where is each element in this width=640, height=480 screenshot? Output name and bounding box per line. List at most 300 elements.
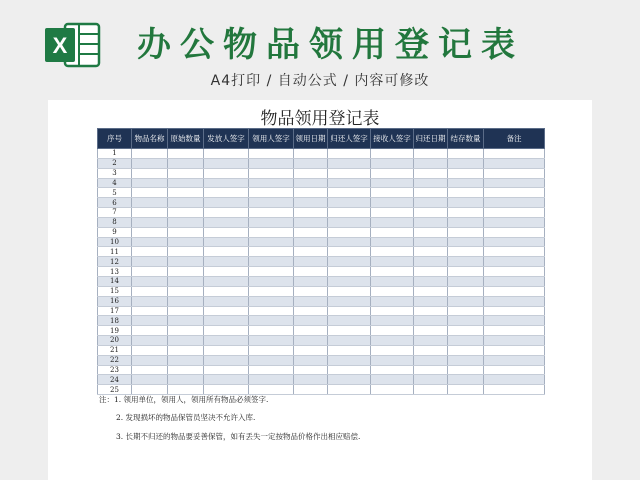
note-item: 注：1. 领用单位，领用人，领用所有物品必须签字. <box>99 395 269 404</box>
table-cell[interactable] <box>249 178 294 188</box>
table-cell[interactable] <box>204 247 249 257</box>
table-cell[interactable] <box>448 237 484 247</box>
table-cell[interactable] <box>371 345 414 355</box>
table-cell[interactable] <box>294 168 328 178</box>
table-cell[interactable] <box>249 375 294 385</box>
table-cell[interactable] <box>132 306 168 316</box>
table-cell[interactable] <box>484 198 545 208</box>
table-row <box>98 316 545 326</box>
table-cell[interactable] <box>168 168 204 178</box>
table-cell[interactable] <box>249 267 294 277</box>
table-cell[interactable] <box>448 355 484 365</box>
table-cell[interactable] <box>371 385 414 395</box>
table-cell[interactable] <box>328 316 371 326</box>
table-cell[interactable] <box>168 276 204 286</box>
row-number-cell[interactable]: 18 <box>98 316 132 326</box>
table-cell[interactable] <box>204 276 249 286</box>
table-cell[interactable] <box>484 158 545 168</box>
table-cell[interactable] <box>328 227 371 237</box>
row-number-cell[interactable]: 13 <box>98 267 132 277</box>
table-cell[interactable] <box>294 257 328 267</box>
row-number-cell[interactable]: 15 <box>98 286 132 296</box>
table-cell[interactable] <box>168 316 204 326</box>
note-item: 2. 发现损坏的物品保管员坚决不允许入库. <box>116 413 256 422</box>
table-row <box>98 158 545 168</box>
table-cell[interactable] <box>371 267 414 277</box>
table-cell[interactable] <box>249 208 294 218</box>
table-cell[interactable] <box>484 227 545 237</box>
table-cell[interactable] <box>371 178 414 188</box>
table-cell[interactable] <box>371 227 414 237</box>
table-cell[interactable] <box>132 158 168 168</box>
table-cell[interactable] <box>294 247 328 257</box>
table-row <box>98 267 545 277</box>
table-cell[interactable] <box>168 326 204 336</box>
table-cell[interactable] <box>132 326 168 336</box>
table-cell[interactable] <box>371 247 414 257</box>
table-cell[interactable] <box>414 306 448 316</box>
table-cell[interactable] <box>484 306 545 316</box>
row-number-cell[interactable]: 19 <box>98 326 132 336</box>
row-number-cell[interactable]: 9 <box>98 227 132 237</box>
table-cell[interactable] <box>132 247 168 257</box>
row-number-cell[interactable]: 10 <box>98 237 132 247</box>
banner <box>0 0 640 100</box>
table-cell[interactable] <box>294 326 328 336</box>
table-cell[interactable] <box>204 355 249 365</box>
table-cell[interactable] <box>168 247 204 257</box>
table-cell[interactable] <box>371 237 414 247</box>
table-row <box>98 326 545 336</box>
table-cell[interactable] <box>414 178 448 188</box>
row-number-cell[interactable]: 8 <box>98 217 132 227</box>
table-cell[interactable] <box>328 237 371 247</box>
table-cell[interactable] <box>448 168 484 178</box>
row-number-cell[interactable]: 3 <box>98 168 132 178</box>
page-subtitle: A4打印 / 自动公式 / 内容可修改 <box>210 73 430 89</box>
row-number-cell[interactable]: 20 <box>98 336 132 346</box>
table-cell[interactable] <box>249 227 294 237</box>
table-cell[interactable] <box>371 316 414 326</box>
table-cell[interactable] <box>249 286 294 296</box>
table-cell[interactable] <box>448 336 484 346</box>
row-number-cell[interactable]: 1 <box>98 149 132 159</box>
table-cell[interactable] <box>414 158 448 168</box>
table-cell[interactable] <box>414 316 448 326</box>
table-cell[interactable] <box>414 237 448 247</box>
table-cell[interactable] <box>294 296 328 306</box>
table-cell[interactable] <box>132 149 168 159</box>
table-cell[interactable] <box>294 149 328 159</box>
table-cell[interactable] <box>204 217 249 227</box>
table-cell[interactable] <box>448 208 484 218</box>
table-cell[interactable] <box>448 286 484 296</box>
table-cell[interactable] <box>371 326 414 336</box>
table-cell[interactable] <box>484 267 545 277</box>
table-cell[interactable] <box>204 149 249 159</box>
row-number-cell[interactable]: 11 <box>98 247 132 257</box>
table-cell[interactable] <box>249 188 294 198</box>
table-cell[interactable] <box>168 178 204 188</box>
table-cell[interactable] <box>328 217 371 227</box>
table-cell[interactable] <box>294 208 328 218</box>
table-cell[interactable] <box>328 178 371 188</box>
table-cell[interactable] <box>168 375 204 385</box>
table-cell[interactable] <box>249 296 294 306</box>
table-cell[interactable] <box>204 267 249 277</box>
table-cell[interactable] <box>371 375 414 385</box>
table-cell[interactable] <box>168 149 204 159</box>
table-cell[interactable] <box>168 296 204 306</box>
row-number-cell[interactable]: 17 <box>98 306 132 316</box>
table-cell[interactable] <box>371 198 414 208</box>
table-cell[interactable] <box>204 208 249 218</box>
table-cell[interactable] <box>371 149 414 159</box>
table-cell[interactable] <box>132 257 168 267</box>
table-cell[interactable] <box>448 296 484 306</box>
table-cell[interactable] <box>484 276 545 286</box>
table-cell[interactable] <box>448 217 484 227</box>
table-cell[interactable] <box>414 326 448 336</box>
table-cell[interactable] <box>328 365 371 375</box>
table-cell[interactable] <box>132 168 168 178</box>
table-cell[interactable] <box>328 188 371 198</box>
table-cell[interactable] <box>204 227 249 237</box>
table-cell[interactable] <box>168 306 204 316</box>
table-cell[interactable] <box>371 355 414 365</box>
table-cell[interactable] <box>371 168 414 178</box>
table-cell[interactable] <box>414 267 448 277</box>
table-cell[interactable] <box>294 237 328 247</box>
table-cell[interactable] <box>132 316 168 326</box>
table-cell[interactable] <box>414 286 448 296</box>
row-number-cell[interactable]: 25 <box>98 385 132 395</box>
table-cell[interactable] <box>132 355 168 365</box>
table-cell[interactable] <box>448 276 484 286</box>
row-number-cell[interactable]: 4 <box>98 178 132 188</box>
table-cell[interactable] <box>132 365 168 375</box>
table-cell[interactable] <box>294 227 328 237</box>
table-cell[interactable] <box>168 198 204 208</box>
table-cell[interactable] <box>448 149 484 159</box>
table-cell[interactable] <box>249 365 294 375</box>
table-cell[interactable] <box>132 198 168 208</box>
table-cell[interactable] <box>204 336 249 346</box>
table-cell[interactable] <box>132 227 168 237</box>
table-cell[interactable] <box>168 217 204 227</box>
table-cell[interactable] <box>328 355 371 365</box>
table-cell[interactable] <box>448 326 484 336</box>
table-cell[interactable] <box>448 247 484 257</box>
table-cell[interactable] <box>414 345 448 355</box>
table-cell[interactable] <box>371 306 414 316</box>
table-body <box>98 149 545 395</box>
row-number-cell[interactable]: 21 <box>98 345 132 355</box>
table-cell[interactable] <box>249 326 294 336</box>
column-header: 领用人签字 <box>249 129 294 149</box>
table-cell[interactable] <box>294 365 328 375</box>
table-cell[interactable] <box>249 355 294 365</box>
table-cell[interactable] <box>371 257 414 267</box>
table-cell[interactable] <box>328 345 371 355</box>
table-cell[interactable] <box>294 158 328 168</box>
table-cell[interactable] <box>294 345 328 355</box>
table-cell[interactable] <box>168 286 204 296</box>
table-cell[interactable] <box>484 296 545 306</box>
table-cell[interactable] <box>414 227 448 237</box>
table-cell[interactable] <box>371 208 414 218</box>
table-cell[interactable] <box>414 375 448 385</box>
table-cell[interactable] <box>168 208 204 218</box>
table-cell[interactable] <box>448 365 484 375</box>
table-row <box>98 217 545 227</box>
table-cell[interactable] <box>414 355 448 365</box>
table-cell[interactable] <box>132 208 168 218</box>
table-cell[interactable] <box>294 385 328 395</box>
table-cell[interactable] <box>448 198 484 208</box>
table-cell[interactable] <box>371 296 414 306</box>
table-cell[interactable] <box>204 326 249 336</box>
table-cell[interactable] <box>484 247 545 257</box>
table-cell[interactable] <box>448 158 484 168</box>
table-cell[interactable] <box>484 375 545 385</box>
table-row <box>98 375 545 385</box>
table-cell[interactable] <box>371 286 414 296</box>
table-cell[interactable] <box>168 257 204 267</box>
table-cell[interactable] <box>371 217 414 227</box>
table-cell[interactable] <box>132 276 168 286</box>
table-row <box>98 286 545 296</box>
table-cell[interactable] <box>484 355 545 365</box>
table-cell[interactable] <box>294 188 328 198</box>
row-number-cell[interactable]: 6 <box>98 198 132 208</box>
table-cell[interactable] <box>484 316 545 326</box>
table-cell[interactable] <box>484 149 545 159</box>
table-cell[interactable] <box>414 208 448 218</box>
table-cell[interactable] <box>414 276 448 286</box>
table-cell[interactable] <box>249 345 294 355</box>
table-cell[interactable] <box>448 257 484 267</box>
table-cell[interactable] <box>249 336 294 346</box>
table-cell[interactable] <box>448 316 484 326</box>
table-cell[interactable] <box>204 375 249 385</box>
table-cell[interactable] <box>371 188 414 198</box>
table-cell[interactable] <box>132 296 168 306</box>
row-number-cell[interactable]: 12 <box>98 257 132 267</box>
table-cell[interactable] <box>168 188 204 198</box>
table-cell[interactable] <box>371 158 414 168</box>
table-row <box>98 355 545 365</box>
table-cell[interactable] <box>414 296 448 306</box>
table-cell[interactable] <box>249 149 294 159</box>
table-cell[interactable] <box>294 198 328 208</box>
row-number-cell[interactable]: 14 <box>98 276 132 286</box>
table-cell[interactable] <box>414 168 448 178</box>
table-row <box>98 296 545 306</box>
table-cell[interactable] <box>168 365 204 375</box>
row-number-cell[interactable]: 7 <box>98 208 132 218</box>
table-cell[interactable] <box>328 247 371 257</box>
table-cell[interactable] <box>132 336 168 346</box>
table-cell[interactable] <box>249 158 294 168</box>
table-cell[interactable] <box>328 267 371 277</box>
table-cell[interactable] <box>448 385 484 395</box>
table-cell[interactable] <box>328 296 371 306</box>
table-cell[interactable] <box>328 375 371 385</box>
table-row <box>98 149 545 159</box>
table-cell[interactable] <box>328 149 371 159</box>
table-cell[interactable] <box>328 336 371 346</box>
table-cell[interactable] <box>249 257 294 267</box>
table-cell[interactable] <box>328 326 371 336</box>
table-cell[interactable] <box>204 316 249 326</box>
table-cell[interactable] <box>294 276 328 286</box>
table-cell[interactable] <box>448 306 484 316</box>
table-cell[interactable] <box>204 365 249 375</box>
table-cell[interactable] <box>484 208 545 218</box>
table-cell[interactable] <box>414 385 448 395</box>
table-cell[interactable] <box>484 168 545 178</box>
table-cell[interactable] <box>371 276 414 286</box>
table-cell[interactable] <box>484 345 545 355</box>
table-row <box>98 198 545 208</box>
table-cell[interactable] <box>204 286 249 296</box>
table-cell[interactable] <box>371 365 414 375</box>
table-cell[interactable] <box>484 217 545 227</box>
table-cell[interactable] <box>328 158 371 168</box>
table-cell[interactable] <box>168 345 204 355</box>
table-cell[interactable] <box>249 168 294 178</box>
table-cell[interactable] <box>249 276 294 286</box>
table-cell[interactable] <box>204 198 249 208</box>
table-cell[interactable] <box>294 316 328 326</box>
table-cell[interactable] <box>414 365 448 375</box>
table-cell[interactable] <box>168 336 204 346</box>
row-number-cell[interactable]: 2 <box>98 158 132 168</box>
table-cell[interactable] <box>414 247 448 257</box>
table-cell[interactable] <box>168 267 204 277</box>
row-number-cell[interactable]: 22 <box>98 355 132 365</box>
table-cell[interactable] <box>484 385 545 395</box>
table-cell[interactable] <box>204 306 249 316</box>
table-cell[interactable] <box>484 286 545 296</box>
table-cell[interactable] <box>132 237 168 247</box>
table-cell[interactable] <box>204 158 249 168</box>
column-header: 领用日期 <box>294 129 328 149</box>
table-cell[interactable] <box>132 286 168 296</box>
register-table <box>97 128 545 395</box>
table-cell[interactable] <box>294 375 328 385</box>
table-cell[interactable] <box>328 198 371 208</box>
table-cell[interactable] <box>371 336 414 346</box>
table-cell[interactable] <box>204 296 249 306</box>
table-cell[interactable] <box>484 178 545 188</box>
table-cell[interactable] <box>414 188 448 198</box>
table-cell[interactable] <box>204 178 249 188</box>
table-cell[interactable] <box>168 355 204 365</box>
table-header-row <box>98 129 545 149</box>
table-cell[interactable] <box>168 158 204 168</box>
table-cell[interactable] <box>328 306 371 316</box>
table-cell[interactable] <box>294 217 328 227</box>
table-cell[interactable] <box>168 237 204 247</box>
table-cell[interactable] <box>448 345 484 355</box>
table-cell[interactable] <box>484 365 545 375</box>
table-cell[interactable] <box>294 267 328 277</box>
row-number-cell[interactable]: 5 <box>98 188 132 198</box>
table-cell[interactable] <box>204 188 249 198</box>
table-cell[interactable] <box>249 198 294 208</box>
table-cell[interactable] <box>328 385 371 395</box>
table-cell[interactable] <box>484 336 545 346</box>
table-cell[interactable] <box>294 286 328 296</box>
table-cell[interactable] <box>484 188 545 198</box>
column-header: 接收人签字 <box>371 129 414 149</box>
column-header: 结存数量 <box>448 129 484 149</box>
excel-logo-icon <box>45 20 101 70</box>
table-cell[interactable] <box>132 345 168 355</box>
table-row <box>98 257 545 267</box>
table-cell[interactable] <box>249 247 294 257</box>
table-cell[interactable] <box>132 188 168 198</box>
table-cell[interactable] <box>448 178 484 188</box>
table-cell[interactable] <box>204 237 249 247</box>
row-number-cell[interactable]: 24 <box>98 375 132 385</box>
table-cell[interactable] <box>448 227 484 237</box>
table-cell[interactable] <box>484 257 545 267</box>
row-number-cell[interactable]: 16 <box>98 296 132 306</box>
table-cell[interactable] <box>414 217 448 227</box>
table-cell[interactable] <box>204 345 249 355</box>
column-header: 物品名称 <box>132 129 168 149</box>
row-number-cell[interactable]: 23 <box>98 365 132 375</box>
table-cell[interactable] <box>132 217 168 227</box>
table-cell[interactable] <box>204 257 249 267</box>
table-cell[interactable] <box>448 267 484 277</box>
table-cell[interactable] <box>249 217 294 227</box>
table-cell[interactable] <box>414 336 448 346</box>
table-cell[interactable] <box>328 168 371 178</box>
table-cell[interactable] <box>328 276 371 286</box>
table-cell[interactable] <box>294 178 328 188</box>
column-header: 归还人签字 <box>328 129 371 149</box>
table-row <box>98 237 545 247</box>
table-cell[interactable] <box>204 168 249 178</box>
table-cell[interactable] <box>414 257 448 267</box>
table-cell[interactable] <box>168 227 204 237</box>
table-cell[interactable] <box>328 257 371 267</box>
table-cell[interactable] <box>294 306 328 316</box>
table-cell[interactable] <box>249 237 294 247</box>
table-cell[interactable] <box>132 178 168 188</box>
table-cell[interactable] <box>448 188 484 198</box>
table-cell[interactable] <box>328 286 371 296</box>
table-cell[interactable] <box>294 336 328 346</box>
table-cell[interactable] <box>448 375 484 385</box>
table-cell[interactable] <box>249 306 294 316</box>
table-cell[interactable] <box>132 375 168 385</box>
table-cell[interactable] <box>328 208 371 218</box>
table-row <box>98 276 545 286</box>
table-cell[interactable] <box>249 316 294 326</box>
table-cell[interactable] <box>294 355 328 365</box>
page-title: 办公物品领用登记表 <box>137 25 524 65</box>
table-cell[interactable] <box>484 326 545 336</box>
table-cell[interactable] <box>132 267 168 277</box>
table-cell[interactable] <box>414 198 448 208</box>
table-cell[interactable] <box>484 237 545 247</box>
table-cell[interactable] <box>414 149 448 159</box>
